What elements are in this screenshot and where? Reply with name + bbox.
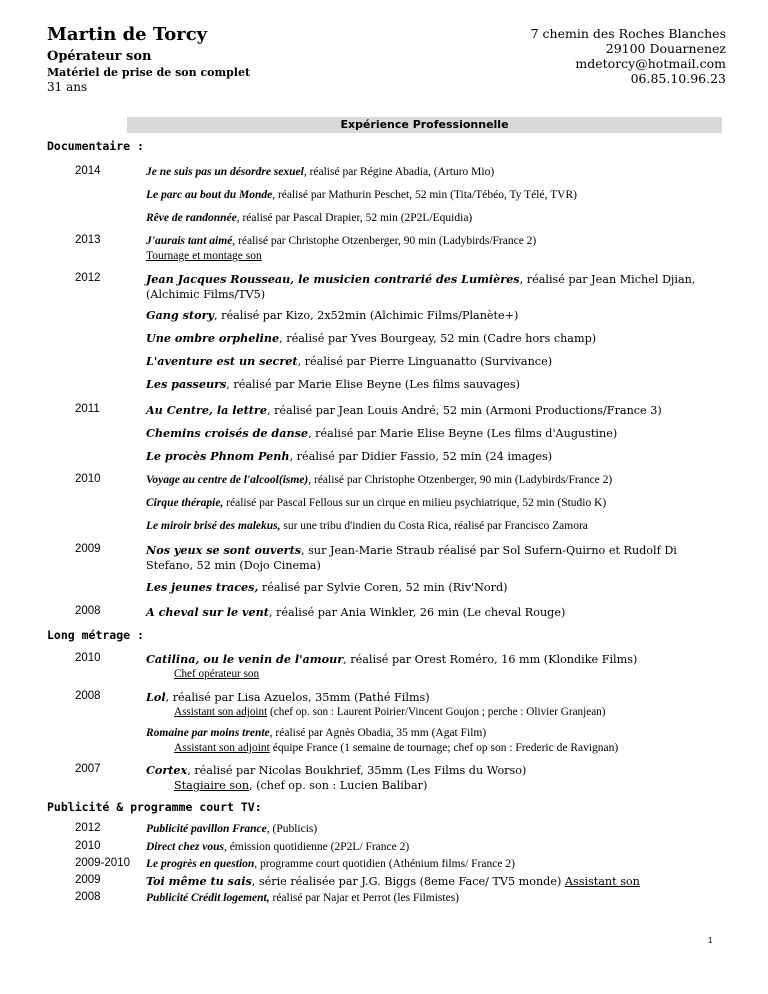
category-long-metrage: Long métrage : [47, 628, 144, 642]
entry-title: Cirque thérapie, [146, 497, 224, 509]
entry-details: , réalisé par Marie Elise Beyne (Les films sauvages) [226, 378, 521, 391]
year-label: 2007 [75, 763, 101, 775]
entry-details: , (Publicis) [266, 823, 318, 835]
entry-title: Le miroir brisé des malekus, [146, 520, 281, 532]
year-label: 2010 [75, 840, 101, 852]
entry [146, 580, 726, 595]
category-documentaire: Documentaire : [47, 139, 144, 153]
entry-details: , réalisé par Agnès Obadia, 35 mm (Agat Film) [269, 727, 487, 739]
entry-details: , réalisé par Ania Winkler, 26 min (Le cheval Rouge) [268, 606, 566, 619]
entry-title: Publicité pavillon France [146, 823, 267, 835]
entry-title: Gang story [146, 308, 214, 322]
entry-title: Une ombre orpheline [146, 331, 280, 345]
entry [146, 188, 726, 203]
category-publicite: Publicité & programme court TV: [47, 800, 262, 814]
contact-block [531, 26, 726, 86]
entry [146, 449, 726, 464]
entry-title: Les jeunes traces, [146, 580, 259, 594]
entry [146, 496, 726, 511]
entry-title: A cheval sur le vent [146, 605, 269, 619]
equipment-line: Matériel de prise de son complet [47, 66, 251, 79]
entry-title: Je ne suis pas un désordre sexuel [146, 166, 304, 178]
entry [146, 211, 726, 226]
job-title: Opérateur son [47, 49, 152, 64]
entry-details: , réalisé par Yves Bourgeay, 52 min (Cadre hors champ) [279, 332, 597, 345]
entry-details: , émission quotidienne (2P2L/ France 2) [223, 841, 410, 853]
entry-role-line [146, 741, 726, 756]
entry-details: , réalisé par Régine Abadia, (Arturo Mio) [303, 166, 495, 178]
entry-role: Chef opérateur son [174, 668, 260, 680]
entry-details: , réalisé par Kizo, 2x52min (Alchimic Films/Planète+) [213, 309, 519, 322]
entry [146, 519, 726, 534]
entry [146, 272, 726, 302]
entry-title: Catilina, ou le venin de l'amour [146, 652, 344, 666]
entry [146, 690, 726, 720]
entry-role: Tournage et montage son [146, 250, 262, 262]
entry-details: sur une tribu d'indien du Costa Rica, réalisé par Francisco Zamora [280, 520, 588, 532]
entry-details: , série réalisée par J.G. Biggs (8eme Face/ TV5 monde) [251, 875, 565, 888]
entry-details: , réalisé par Jean Michel Djian, (Alchimic Films/TV5) [146, 273, 696, 301]
entry-details: , réalisé par Didier Fassio, 52 min (24 images) [289, 450, 553, 463]
entry-title: J'aurais tant aimé [146, 235, 233, 247]
entry [146, 165, 726, 180]
entry-details: , programme court quotidien (Athénium films/ France 2) [254, 858, 515, 870]
entry-role: Assistant son adjoint [174, 742, 270, 754]
entry [146, 652, 726, 682]
year-label: 2009-2010 [75, 857, 130, 869]
entry-details: , réalisé par Christophe Otzenberger, 90 min (Ladybirds/France 2) [232, 235, 537, 247]
entry-details: réalisé par Pascal Fellous sur un cirque en milieu psychiatrique, 52 min (Studio K) [223, 497, 607, 509]
year-label: 2009 [75, 874, 101, 886]
entry [146, 308, 726, 323]
entry-role-details: , (chef op. son : Lucien Balibar) [249, 779, 428, 792]
entry-title: Romaine par moins trente [146, 727, 270, 739]
entry-title: L'aventure est un secret [146, 354, 298, 368]
entry-details: , réalisé par Pierre Linguanatto (Survivance) [297, 355, 553, 368]
entry-details: , réalisé par Pascal Drapier, 52 min (2P2L/Equidia) [236, 212, 473, 224]
year-label: 2010 [75, 473, 101, 485]
entry-role-line [146, 667, 726, 682]
entry-title: Au Centre, la lettre [146, 403, 267, 417]
entry-role-details: (chef op. son : Laurent Poirier/Vincent Goujon ; perche : Olivier Granjean) [267, 706, 606, 718]
entry-details: , réalisé par Jean Louis André, 52 min (Armoni Productions/France 3) [266, 404, 662, 417]
address-line-2: 29100 Douarnenez [605, 41, 726, 56]
entry [146, 473, 726, 488]
entry-role: Stagiaire son [174, 779, 250, 792]
year-label: 2012 [75, 822, 101, 834]
entry [146, 354, 726, 369]
year-label: 2009 [75, 543, 101, 555]
address-line-1: 7 chemin des Roches Blanches [530, 26, 726, 41]
entry [146, 874, 726, 889]
entry-details: , réalisé par Nicolas Boukhrief, 35mm (Les Films du Worso) [187, 764, 527, 777]
phone: 06.85.10.96.23 [630, 71, 726, 86]
entry-title: Nos yeux se sont ouverts [146, 543, 302, 557]
entry-title: Le procès Phnom Penh [146, 449, 290, 463]
year-label: 2008 [75, 605, 101, 617]
entry-title: Lol [146, 690, 166, 704]
entry-details: , réalisé par Mathurin Peschet, 52 min (Tita/Tébéo, Ty Télé, TVR) [272, 189, 577, 201]
entry-details: réalisé par Sylvie Coren, 52 min (Riv'Nord) [258, 581, 508, 594]
entry-details: , réalisé par Orest Roméro, 16 mm (Klondike Films) [343, 653, 638, 666]
entry [146, 377, 726, 392]
entry-title: Toi même tu sais [146, 874, 252, 888]
year-label: 2014 [75, 165, 101, 177]
section-title: Expérience Professionnelle [127, 117, 722, 133]
person-name: Martin de Torcy [47, 24, 208, 45]
year-label: 2013 [75, 234, 101, 246]
entry-title: Publicité Crédit logement, [146, 892, 270, 904]
year-label: 2008 [75, 690, 101, 702]
entry-role-line [146, 778, 726, 793]
entry-details: , sur Jean-Marie Straub réalisé par Sol Sufern-Quirno et Rudolf Di Stefano, 52 min (Dojo Cinema) [146, 544, 677, 572]
entry-role-line [146, 705, 726, 720]
entry-details: , réalisé par Marie Elise Beyne (Les films d'Augustine) [308, 427, 618, 440]
identity-block [47, 24, 250, 94]
email[interactable]: mdetorcy@hotmail.com [575, 56, 726, 71]
entry-role: Assistant son adjoint [174, 706, 268, 718]
entry-title: Voyage au centre de l'alcool(isme) [146, 474, 309, 486]
age: 31 ans [47, 80, 88, 94]
entry-details: réalisé par Najar et Perrot (les Filmistes) [269, 892, 459, 904]
entry [146, 726, 726, 756]
year-label: 2008 [75, 891, 101, 903]
entry [146, 403, 726, 418]
entry-details: , réalisé par Christophe Otzenberger, 90 min (Ladybirds/France 2) [308, 474, 613, 486]
page-number: 1 [708, 936, 713, 945]
entry [146, 840, 726, 855]
entry [146, 605, 726, 620]
entry [146, 822, 726, 837]
entry-title: Le progrès en question [146, 858, 255, 870]
entry-title: Le parc au bout du Monde [146, 189, 273, 201]
entry [146, 763, 726, 793]
entry [146, 234, 726, 264]
entry-role-details: équipe France (1 semaine de tournage; chef op son : Frederic de Ravignan) [269, 742, 619, 754]
entry [146, 543, 726, 573]
entry-title: Les passeurs [146, 377, 227, 391]
entry-title: Rêve de randonnée [146, 212, 237, 224]
entry-title: Direct chez vous [146, 841, 224, 853]
year-label: 2012 [75, 272, 101, 284]
entry [146, 426, 726, 441]
entry [146, 331, 726, 346]
entry-title: Cortex [146, 763, 188, 777]
entry-title: Chemins croisés de danse [146, 426, 309, 440]
entry-details: , réalisé par Lisa Azuelos, 35mm (Pathé Films) [165, 691, 430, 704]
entry [146, 857, 726, 872]
year-label: 2011 [75, 403, 100, 415]
year-label: 2010 [75, 652, 101, 664]
entry-role: Assistant son [564, 875, 640, 888]
entry-title: Jean Jacques Rousseau, le musicien contrarié des Lumières [146, 272, 520, 286]
entry [146, 891, 726, 906]
